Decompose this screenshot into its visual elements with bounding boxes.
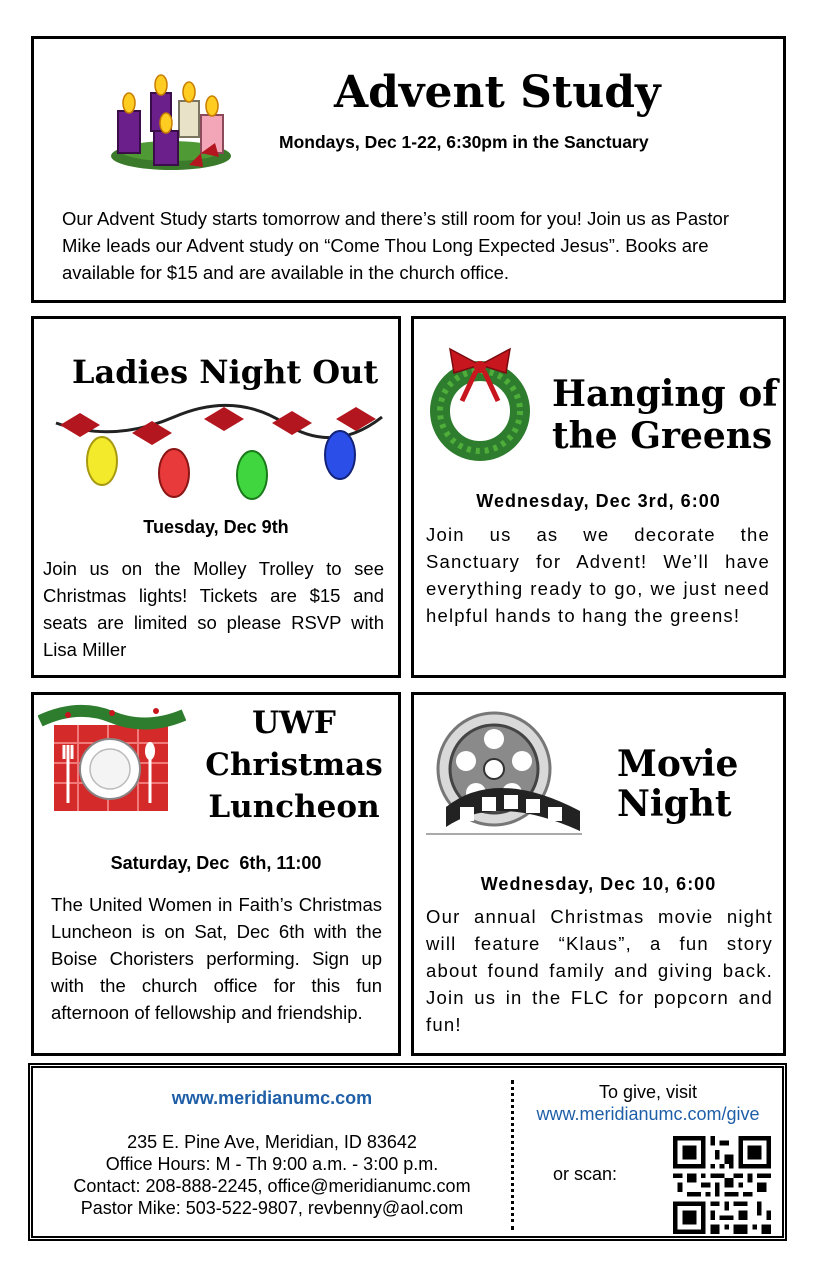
movie-night-description: Our annual Christmas movie night will feature “Klaus”, a fun story about found family and giving back. Join us in the FLC for popcorn and fun! bbox=[426, 906, 773, 1035]
footer-divider bbox=[511, 1080, 514, 1230]
place-setting-icon bbox=[38, 703, 186, 815]
hanging-greens-title-line1: Hanging of bbox=[552, 373, 778, 415]
hanging-greens-title-line2: the Greens bbox=[552, 415, 773, 457]
movie-night-date: Wednesday, Dec 10, 6:00 bbox=[480, 874, 717, 894]
ladies-night-description: Join us on the Molley Trolley to see Christmas lights! Tickets are $15 and seats are limited so please RSVP with Lisa Miller bbox=[43, 558, 384, 660]
uwf-luncheon-section bbox=[31, 692, 401, 1056]
movie-night-title-line1: Movie bbox=[617, 743, 739, 785]
scan-label: or scan: bbox=[553, 1164, 618, 1184]
website-link[interactable]: www.meridianumc.com bbox=[171, 1088, 373, 1108]
give-label: To give, visit bbox=[598, 1082, 698, 1102]
uwf-description: The United Women in Faith’s Christmas Luncheon is on Sat, Dec 6th with the Boise Choristers performing. Sign up with the church office for this fun afternoon of fellowship and friendship. bbox=[51, 894, 382, 1023]
office-hours: Office Hours: M - Th 9:00 a.m. - 3:00 p.m. bbox=[105, 1154, 439, 1174]
movie-night-section bbox=[411, 692, 786, 1056]
church-address: 235 E. Pine Ave, Meridian, ID 83642 bbox=[127, 1132, 417, 1152]
advent-study-description: Our Advent Study starts tomorrow and there’s still room for you! Join us as Pastor Mike leads our Advent study on “Come Thou Long Expected Jesus”. Books are available for $15 and are available in the church office. bbox=[62, 208, 729, 283]
uwf-date: Saturday, Dec 6th, 11:00 bbox=[110, 853, 322, 873]
wreath-icon bbox=[428, 343, 533, 463]
pastor-contact: Pastor Mike: 503-522-9807, revbenny@aol.com bbox=[80, 1198, 464, 1218]
movie-night-title-line2: Night bbox=[617, 783, 732, 825]
ladies-night-date: Tuesday, Dec 9th bbox=[143, 517, 289, 537]
hanging-greens-description: Join us as we decorate the Sanctuary for Advent! We’ll have everything ready to go, we just need helpful hands to hang the greens! bbox=[426, 524, 770, 626]
hanging-greens-date: Wednesday, Dec 3rd, 6:00 bbox=[476, 491, 721, 511]
qr-code-icon[interactable] bbox=[673, 1136, 771, 1234]
hanging-greens-section bbox=[411, 316, 786, 678]
contact-info: Contact: 208-888-2245, office@meridianumc.com bbox=[73, 1176, 471, 1196]
uwf-title-line3: Luncheon bbox=[208, 789, 380, 825]
give-link[interactable]: www.meridianumc.com/give bbox=[536, 1104, 760, 1124]
ladies-night-section bbox=[31, 316, 401, 678]
film-reel-icon bbox=[426, 707, 582, 837]
uwf-title-line2: Christmas bbox=[205, 747, 383, 783]
advent-study-subtitle: Mondays, Dec 1-22, 6:30pm in the Sanctuary bbox=[279, 132, 649, 152]
ladies-night-title: Ladies Night Out bbox=[72, 353, 379, 391]
advent-study-title: Advent Study bbox=[334, 67, 661, 118]
uwf-title-line1: UWF bbox=[252, 705, 336, 741]
advent-study-section bbox=[31, 36, 786, 303]
footer bbox=[28, 1063, 787, 1241]
christmas-lights-icon bbox=[54, 403, 384, 511]
advent-wreath-icon bbox=[106, 71, 236, 176]
